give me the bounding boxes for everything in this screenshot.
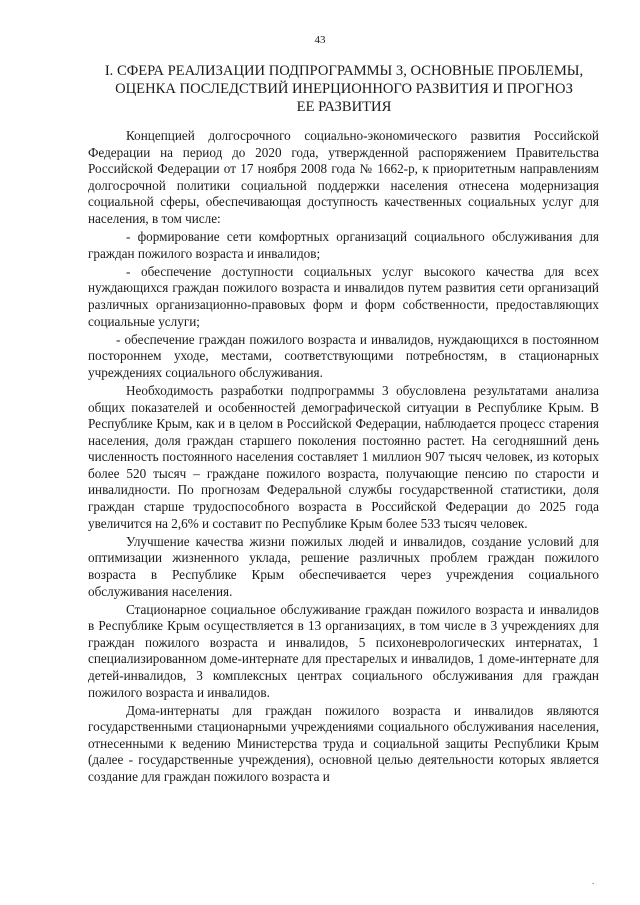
section-title-line-3: ЕЕ РАЗВИТИЯ [296,99,392,115]
scan-mark: . [592,876,595,886]
paragraph-inpatient-service: Стационарное социальное обслуживание граждан пожилого возраста и инвалидов в Республике Крым осуществляется в 13 организациях, в том числе в 3 учреждениях для граждан пожилого возраста и инвалидов, 5 психоневрологических интернатах, 1 специализированном доме-интернате для престарелых и инвалидов, 1 доме-интернате для детей-инвалидов, 3 комплексных центрах социального обслуживания для граждан пожилого возраста и инвалидов. [88,601,599,700]
page-number: 43 [314,34,326,46]
section-title [84,62,604,116]
list-item-formation: - формирование сети комфортных организаций социального обслуживания для граждан пожилого возраста и инвалидов; [88,229,599,261]
paragraph-care-homes: Дома-интернаты для граждан пожилого возраста и инвалидов являются государственными стационарными учреждениями социального обслуживания населения, отнесенными к ведению Министерства труда и социальной защиты Республики Крым (далее - государственные учреждения), основной целью деятельности которых является создание для граждан пожилого возраста и [88,702,599,785]
document-body [88,128,599,787]
paragraph-necessity: Необходимость разработки подпрограммы 3 обусловлена результатами анализа общих показателей и особенностей демографической ситуации в Республике Крым. В Республике Крым, как и в целом в Российской Федерации, наблюдается процесс старения населения, доля граждан старшего поколения постоянно растет. На сегодняшний день численность постоянного населения составляет 1 миллион 907 тысяч человек, из которых более 520 тысяч – граждане пожилого возраста, получающие пенсию по старости и инвалидности. По прогнозам Федеральной службы государственной статистики, доля граждан старше трудоспособного возраста в Российской Федерации до 2025 года увеличится на 2,6% и составит по Республике Крым более 533 тысяч человек. [88,382,599,531]
paragraph-concept: Концепцией долгосрочного социально-экономического развития Российской Федерации на период до 2020 года, утвержденной распоряжением Правительства Российской Федерации от 17 ноября 2008 года № 1662-р, к приоритетным направлениям долгосрочной политики социальной поддержки населения отнесена модернизация социальной сферы, обеспечивающая доступность качественных социальных услуг для населения, в том числе: [88,128,599,226]
section-title-line-1: I. СФЕРА РЕАЛИЗАЦИИ ПОДПРОГРАММЫ 3, ОСНОВНЫЕ ПРОБЛЕМЫ, [104,63,584,79]
list-item-provision: - обеспечение граждан пожилого возраста и инвалидов, нуждающихся в постоянном постороннем уходе, местами, соответствующими потребностям, в стационарных учреждениях социального обслуживания. [88,331,599,380]
list-item-accessibility: - обеспечение доступности социальных услуг высокого качества для всех нуждающихся граждан пожилого возраста и инвалидов путем развития сети организаций различных организационно-правовых форм и форм собственности, предоставляющих социальные услуги; [88,263,599,329]
section-title-line-2: ОЦЕНКА ПОСЛЕДСТВИЙ ИНЕРЦИОННОГО РАЗВИТИЯ И ПРОГНОЗ [115,81,573,97]
paragraph-quality: Улучшение качества жизни пожилых людей и инвалидов, создание условий для оптимизации жизненного уклада, решение различных проблем граждан пожилого возраста в Республике Крым обеспечивается через учреждения социального обслуживания населения. [88,533,599,599]
